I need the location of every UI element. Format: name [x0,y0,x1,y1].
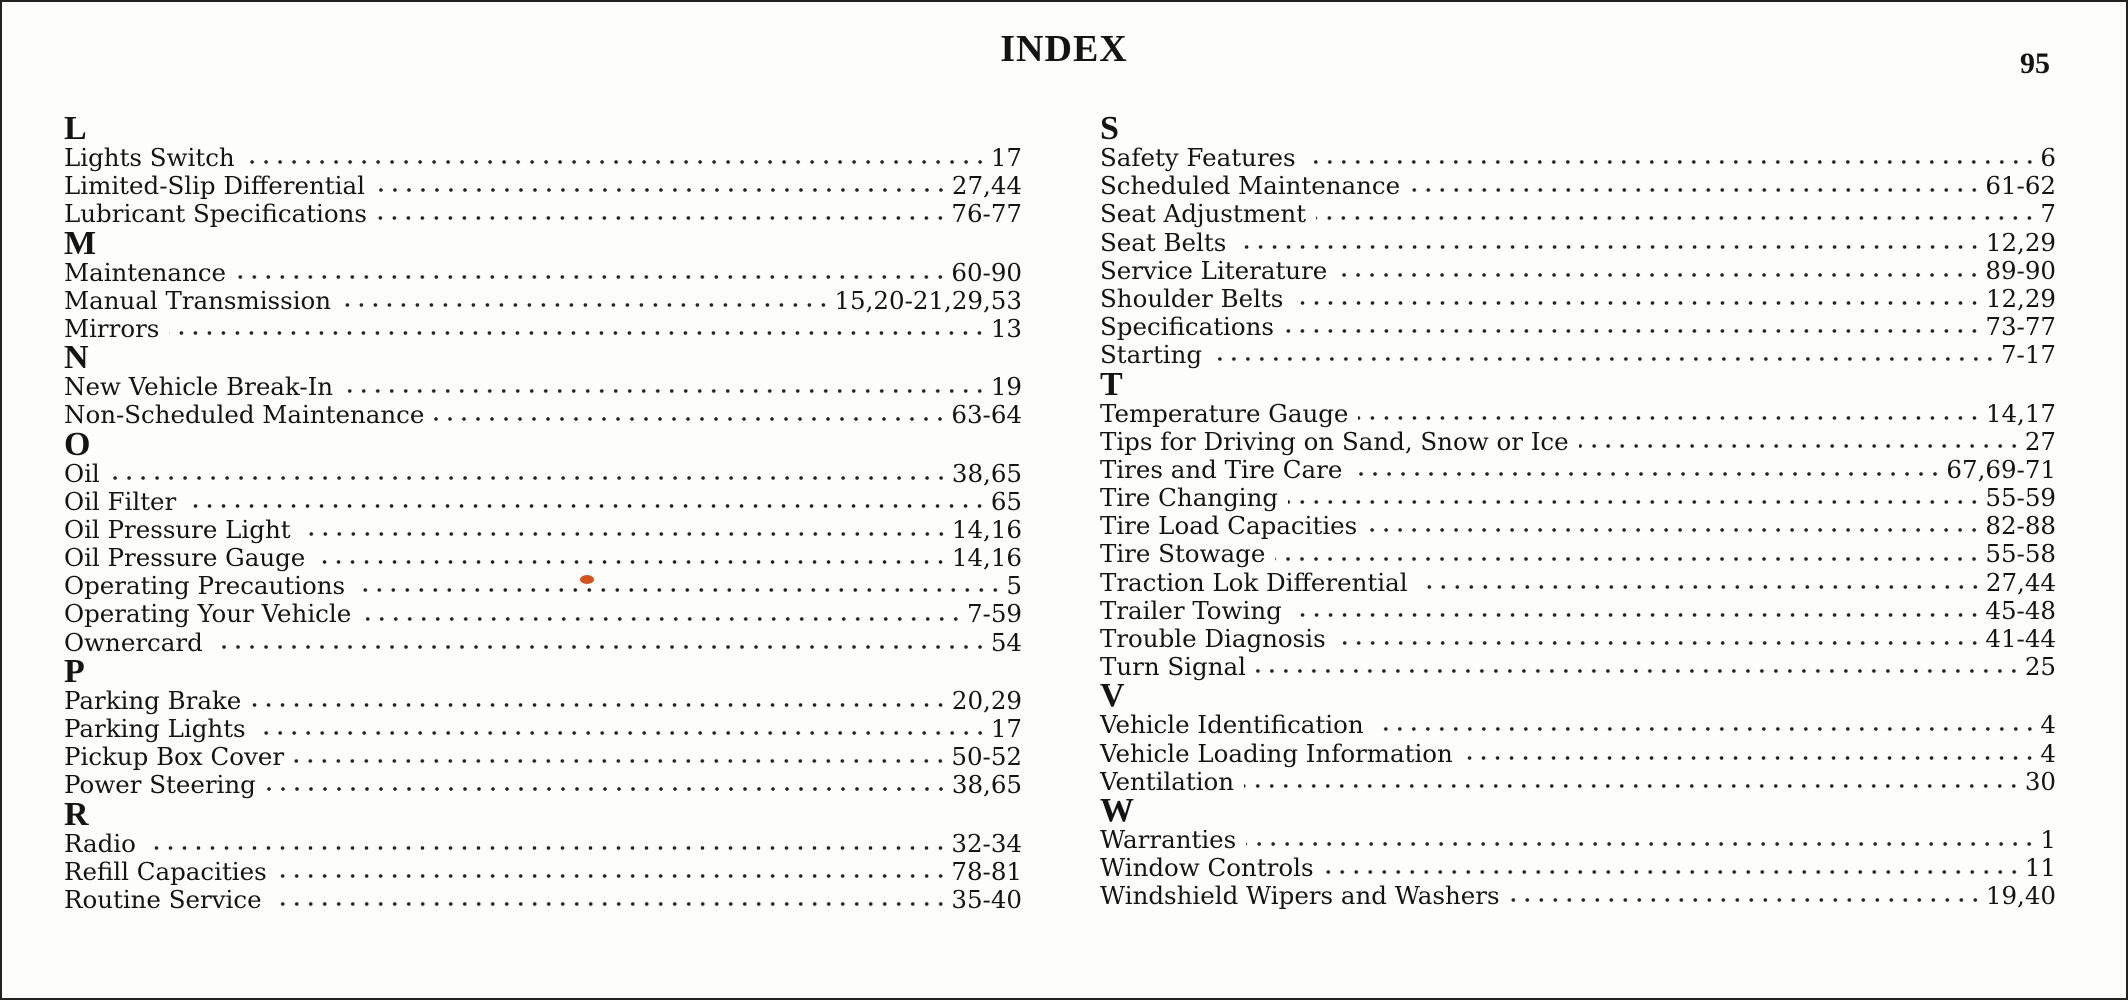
entry-title: Oil Pressure Gauge [64,543,306,573]
dot-leader [146,845,947,851]
dot-leader [277,873,948,879]
entry-title: Seat Belts [1100,227,1227,257]
dot-leader [1316,215,2036,221]
page-number: 95 [2020,47,2050,80]
entry-pages: 14,16 [951,514,1022,544]
index-entry [64,830,1022,858]
entry-pages: 4 [2040,738,2056,768]
dot-leader [355,587,1002,593]
dot-leader [110,475,948,481]
entry-pages: 6 [2040,143,2056,172]
entry-pages: 1 [2040,824,2056,854]
dot-leader [434,416,947,422]
entry-title: Routine Service [64,884,262,914]
index-entry [64,488,1022,516]
entry-title: Seat Adjustment [1100,199,1307,229]
dot-leader [1510,897,1982,903]
entry-pages: 7 [2040,199,2056,229]
entry-pages: 41-44 [1985,624,2056,653]
index-entry [1100,257,2056,285]
entry-pages: 61-62 [1985,171,2056,201]
dot-leader [1236,244,1982,250]
dot-leader [272,901,948,907]
dot-leader [1246,841,2036,847]
entry-title: Tire Load Capacities [1100,511,1358,541]
dot-leader [1418,584,1982,590]
entry-pages: 38,65 [951,458,1022,488]
entry-pages: 12,29 [1985,227,2056,257]
index-entry [64,516,1022,544]
entry-pages: 89-90 [1985,255,2056,285]
index-entry [1100,229,2056,257]
index-section-r [64,795,1022,915]
dot-leader [375,187,948,193]
index-entry [1100,512,2056,540]
section-letter: T [1100,365,1123,403]
index-entry [1100,882,2056,910]
page-title: INDEX [1000,28,1128,70]
entry-pages: 73-77 [1985,312,2056,342]
entry-pages: 76-77 [951,199,1022,229]
entry-pages: 27,44 [1985,567,2056,597]
index-entry [1100,484,2056,512]
entry-title: Operating Precautions [64,571,346,601]
index-entry [64,743,1022,771]
entry-pages: 50-52 [951,742,1022,772]
entry-pages: 27,44 [951,171,1022,201]
dot-leader [1358,415,1981,421]
index-entry [1100,144,2056,172]
dot-leader [1579,443,2021,449]
entry-pages: 17 [990,714,1022,743]
dot-leader [1463,755,2037,761]
entry-title: Power Steering [64,770,256,800]
entry-pages: 11 [2024,853,2056,883]
entry-pages: 63-64 [951,400,1022,430]
index-entry [64,287,1022,315]
entry-title: Non-Scheduled Maintenance [64,400,425,430]
entry-title: Mirrors [64,313,160,343]
section-letter: W [1100,791,1134,829]
dot-leader [236,274,947,280]
entry-title: Turn Signal [1100,652,1246,682]
entry-pages: 17 [990,143,1022,172]
entry-title: Window Controls [1100,853,1314,883]
index-entry [1100,313,2056,341]
section-letter: M [64,224,97,262]
index-section-l [64,110,1022,229]
dot-leader [361,616,963,622]
entry-title: Limited-Slip Differential [64,171,365,201]
index-entry [1100,653,2056,681]
index-entry [64,572,1022,600]
index-entry [64,144,1022,172]
dot-leader [1337,272,1981,278]
index-entry [64,200,1022,228]
section-letter: O [64,425,91,463]
entry-pages: 13 [990,313,1022,343]
index-entry [64,259,1022,287]
entry-pages: 14,17 [1985,398,2056,428]
index-entry [64,886,1022,914]
index-entry [64,629,1022,657]
entry-pages: 45-48 [1985,595,2056,625]
entry-title: Radio [64,828,136,858]
index-entry [1100,740,2056,768]
section-letter: P [64,652,85,690]
index-section-o [64,425,1022,657]
entry-title: Trouble Diagnosis [1100,624,1326,653]
index-entry [64,687,1022,715]
entry-pages: 38,65 [951,770,1022,800]
entry-pages: 12,29 [1985,283,2056,313]
index-entry [1100,597,2056,625]
index-entry [1100,285,2056,313]
index-entry [1100,768,2056,796]
entry-title: Parking Lights [64,714,246,743]
dot-leader [1288,499,1981,505]
entry-title: Service Literature [1100,255,1328,285]
index-entry [64,401,1022,429]
index-entry [64,544,1022,572]
index-entry [64,600,1022,628]
index-entry [64,172,1022,200]
index-entry [1100,625,2056,653]
dot-leader [1367,527,1981,533]
entry-pages: 55-59 [1985,483,2056,513]
entry-title: Scheduled Maintenance [1100,171,1401,201]
dot-leader [169,330,986,336]
entry-title: Tire Stowage [1100,539,1266,569]
dot-leader [186,503,987,509]
index-entry [1100,826,2056,854]
entry-title: Tips for Driving on Sand, Snow or Ice [1100,426,1569,456]
dot-leader [341,302,830,308]
section-letter: S [1100,110,1119,147]
entry-title: Trailer Towing [1100,595,1282,625]
index-entry [1100,172,2056,200]
entry-pages: 82-88 [1985,511,2056,541]
dot-leader [301,531,948,537]
dot-leader [1293,300,1981,306]
entry-title: Specifications [1100,312,1274,342]
entry-title: Warranties [1100,824,1237,854]
dot-leader [1275,556,1981,562]
index-entry [64,373,1022,401]
index-section-s [1100,110,2056,370]
entry-title: Safety Features [1100,143,1296,172]
entry-title: Starting [1100,340,1203,370]
entry-pages: 35-40 [951,884,1022,914]
entry-title: New Vehicle Break-In [64,372,334,402]
index-entry [1100,428,2056,456]
entry-title: Lights Switch [64,143,235,172]
entry-pages: 30 [2024,766,2056,796]
dot-leader [343,388,987,394]
dot-leader [1306,159,2037,165]
dot-leader [1410,187,1981,193]
entry-title: Oil Pressure Light [64,514,291,544]
index-entry [1100,200,2056,228]
index-section-w [1100,791,2056,911]
dot-leader [1284,328,1981,334]
index-column-right [1100,110,2056,911]
dot-leader [1374,726,2037,732]
dot-leader [1244,783,2021,789]
entry-pages: 15,20-21,29,53 [834,285,1022,315]
index-section-v [1100,677,2056,796]
entry-title: Maintenance [64,257,227,287]
entry-pages: 20,29 [951,685,1022,715]
section-letter: L [64,110,87,147]
entry-title: Operating Your Vehicle [64,599,352,629]
entry-title: Temperature Gauge [1100,398,1349,428]
entry-pages: 19,40 [1985,881,2056,911]
entry-title: Tire Changing [1100,483,1279,513]
index-column-left [64,110,1022,914]
entry-title: Manual Transmission [64,285,332,315]
dot-leader [377,215,947,221]
entry-title: Windshield Wipers and Washers [1100,881,1500,911]
section-letter: R [64,795,89,833]
entry-pages: 7-17 [2000,340,2056,370]
entry-title: Lubricant Specifications [64,199,367,229]
index-entry [1100,400,2056,428]
section-letter: N [64,339,89,377]
entry-pages: 27 [2024,426,2056,456]
index-section-n [64,339,1022,430]
entry-pages: 4 [2040,710,2056,740]
entry-title: Parking Brake [64,685,242,715]
index-entry [64,315,1022,343]
dot-leader [256,730,987,736]
entry-pages: 25 [2024,652,2056,682]
section-letter: V [1100,677,1125,715]
entry-title: Oil [64,458,100,488]
entry-pages: 19 [990,372,1022,402]
dot-leader [213,644,987,650]
index-section-m [64,224,1022,344]
entry-pages: 65 [990,486,1022,516]
dot-leader [1292,612,1982,618]
index-entry [64,715,1022,743]
index-entry [1100,569,2056,597]
dot-leader [1336,640,1982,646]
dot-leader [1256,668,2021,674]
entry-pages: 54 [990,627,1022,657]
dot-leader [251,702,948,708]
dot-leader [315,559,948,565]
index-entry [1100,341,2056,369]
index-entry [1100,540,2056,568]
index-section-t [1100,365,2056,682]
index-entry [64,771,1022,799]
index-entry [1100,456,2056,484]
index-section-p [64,652,1022,800]
index-entry [1100,711,2056,739]
entry-pages: 78-81 [951,856,1022,886]
dot-leader [1352,471,1942,477]
index-entry [64,460,1022,488]
entry-pages: 14,16 [951,543,1022,573]
entry-pages: 5 [1006,571,1022,601]
entry-title: Shoulder Belts [1100,283,1284,313]
index-entry [1100,854,2056,882]
entry-pages: 32-34 [951,828,1022,858]
entry-title: Ownercard [64,627,203,657]
entry-pages: 7-59 [966,599,1022,629]
dot-leader [1324,869,2021,875]
index-entry [64,858,1022,886]
entry-pages: 67,69-71 [1946,454,2056,484]
entry-title: Refill Capacities [64,856,267,886]
dot-leader [294,758,947,764]
entry-title: Tires and Tire Care [1100,454,1343,484]
dot-leader [266,786,948,792]
entry-title: Pickup Box Cover [64,742,285,772]
entry-title: Traction Lok Differential [1100,567,1408,597]
ink-speck [580,575,594,584]
dot-leader [245,159,987,165]
entry-pages: 60-90 [951,257,1022,287]
entry-pages: 55-58 [1985,539,2056,569]
entry-title: Vehicle Loading Information [1100,738,1453,768]
dot-leader [1212,356,1997,362]
entry-title: Ventilation [1100,766,1235,796]
entry-title: Vehicle Identification [1100,710,1364,740]
entry-title: Oil Filter [64,486,177,516]
